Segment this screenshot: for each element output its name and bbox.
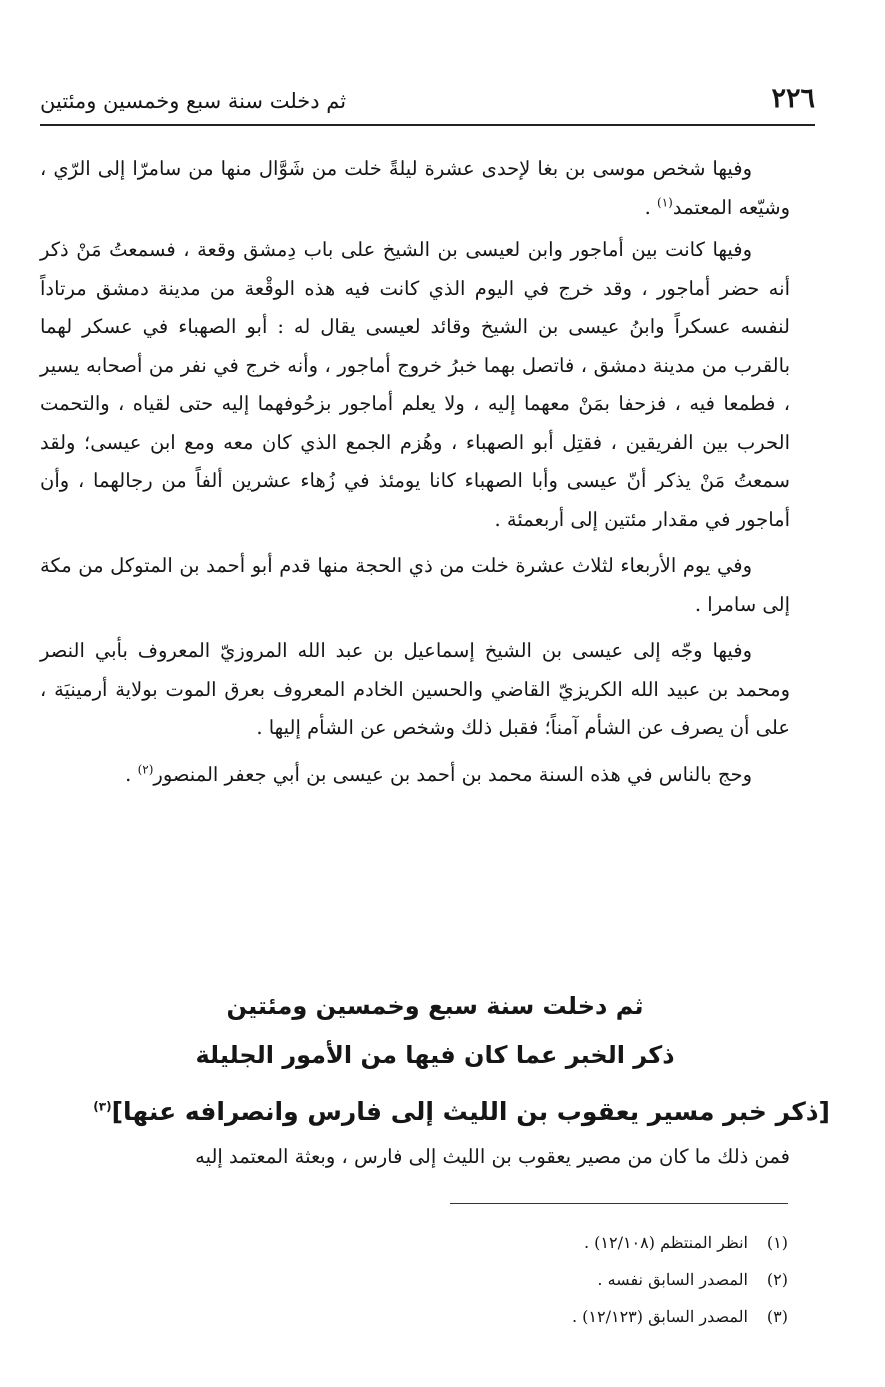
subsection-heading-text: [ذكر خبر مسير يعقوب بن الليث إلى فارس وانصرافه عنها]: [111, 1097, 830, 1126]
footnote-1: [300, 1228, 788, 1265]
paragraph-1: [40, 150, 790, 227]
footnote-marker-2: (٢): [137, 762, 154, 776]
section-headings: [40, 982, 830, 1138]
running-header: [40, 78, 815, 122]
footnote-marker-1: (١): [657, 195, 673, 209]
header-rule: [40, 124, 815, 126]
events-heading: ذكر الخبر عما كان فيها من الأمور الجليلة: [195, 1041, 675, 1069]
paragraph-text: وفيها شخص موسى بن بغا لإحدى عشرة ليلةً خلت من شَوَّال منها من سامرّا إلى الرّي ، وشيّعه المعتمد: [40, 157, 790, 219]
footnote-number: (٢): [766, 1270, 788, 1289]
paragraph-5: [40, 756, 790, 795]
paragraph-end: .: [644, 195, 658, 219]
paragraph-4: وفيها وجّه إلى عيسى بن الشيخ إسماعيل بن عبد الله المروزيّ المعروف بأبي النصر ومحمد بن عبيد الله الكريزيّ القاضي والحسين الخادم المعروف بعرق الموت بولاية أرمينيَة ، على أن يصرف عن الشأم آمناً؛ فقبل ذلك وشخص عن الشأم إليها .: [40, 639, 790, 739]
footnotes: [300, 1228, 788, 1339]
footnote-marker-3: (٣): [93, 1099, 112, 1114]
closing-paragraph: فمن ذلك ما كان من مصير يعقوب بن الليث إلى فارس ، وبعثة المعتمد إليه: [195, 1145, 790, 1168]
paragraph-end: .: [125, 762, 138, 786]
footnote-number: (١): [766, 1233, 788, 1252]
footnote-2: [300, 1265, 788, 1302]
footnote-text: المصدر السابق (١٢/١٢٣) .: [571, 1307, 748, 1326]
subsection-heading: [40, 1086, 830, 1138]
paragraph-text: وحج بالناس في هذه السنة محمد بن أحمد بن عيسى بن أبي جعفر المنصور: [153, 762, 752, 786]
footnote-text: المصدر السابق نفسه .: [597, 1270, 748, 1289]
footnote-3: [300, 1302, 788, 1339]
page-number: ٢٢٦: [771, 83, 815, 114]
main-text: [40, 150, 790, 802]
paragraph-3: وفي يوم الأربعاء لثلاث عشرة خلت من ذي الحجة منها قدم أبو أحمد بن المتوكل من مكة إلى سامرا .: [40, 554, 790, 616]
running-title: ثم دخلت سنة سبع وخمسين ومئتين: [40, 89, 347, 113]
year-heading: ثم دخلت سنة سبع وخمسين ومئتين: [226, 992, 644, 1020]
footnote-number: (٣): [766, 1307, 788, 1326]
paragraph-2: وفيها كانت بين أماجور وابن لعيسى بن الشيخ على باب دِمشق وقعة ، فسمعتُ مَنْ ذكر أنه حضر أماجور ، وقد خرج في اليوم الذي كانت فيه هذه الوقْعة من مدينة دمشق مرتاداً لنفسه عسكراً وابنُ عيسى بن الشيخ وقائد لعيسى يقال له : أبو الصهباء في عسكر لهما بالقرب من مدينة دمشق ، فاتصل بهما خبرُ خروج أماجور ، وأنه خرج في نفر من أصحابه يسير ، فطمعا فيه ، فزحفا بمَنْ معهما إليه ، ولا يعلم أماجور بزحُوفهما إليه حتى لقياه ، والتحمت الحرب بين الفريقين ، فقتِل أبو الصهباء ، وهُزم الجمع الذي كان معه ومع ابن عيسى؛ ولقد سمعتُ مَنْ يذكر أنّ عيسى وأبا الصهباء كانا يومئذ في زُهاء عشرين ألفاً من رجالهما ، وأن أماجور في مقدار مئتين إلى أربعمئة .: [40, 238, 790, 531]
footnote-text: انظر المنتظم (١٢/١٠٨) .: [583, 1233, 748, 1252]
footnote-rule: [450, 1203, 788, 1204]
